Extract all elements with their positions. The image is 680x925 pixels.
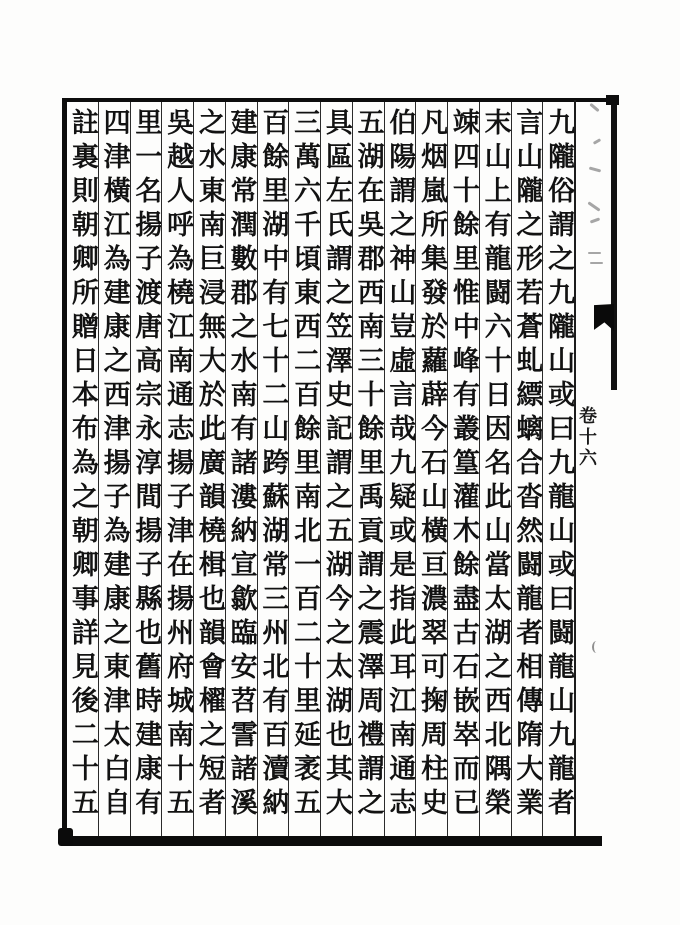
text-column [415,102,447,836]
worn-title-smudge [588,252,601,254]
text-column [542,102,574,836]
column-text: 吳越人呼為橈江南通志揚子津在揚州府城南十五 [162,108,194,822]
column-text: 五湖在吳郡西南三十餘里禹貢謂之震澤周禮謂之 [352,108,384,822]
text-column [511,102,543,836]
column-text: 末山上有龍闘六十日因名此山當太湖之西北隅榮 [479,108,511,822]
text-column [98,102,130,836]
column-text: 伯陽謂之神山豈虛言哉九疑或是指此耳江南通志 [384,108,416,822]
text-column [67,102,98,836]
text-block [67,102,574,836]
ink-blotch [606,95,619,105]
column-text: 三萬六千頃東西二百餘里南北一百二十里延袤五 [289,108,321,822]
column-text: 四津橫江為建康之西津揚子為建康之東津太白自 [98,108,130,822]
stray-ink-mark [592,641,601,653]
column-text: 言山隴之形若蒼虬縹螭合沓然闘龍者相傳隋大業 [511,108,543,822]
column-text: 之水東南巨浸無大於此廣韻橈楫也韻會櫂之短者 [193,108,225,822]
column-text: 具區左氏謂之笠澤史記謂之五湖今之太湖也其大 [320,108,352,822]
text-column [352,102,384,836]
text-column [225,102,257,836]
text-column [320,102,352,836]
text-column [257,102,289,836]
text-column [288,102,320,836]
column-text: 九隴俗謂之九隴山或曰九龍山或曰闘龍山九龍者 [543,108,575,822]
column-text: 里一名揚子渡唐高宗永淳間揚子縣也舊時建康有 [130,108,162,822]
text-column [384,102,416,836]
column-text: 凡烟嵐所集發於蘿薜今石山橫亘濃翠可掬周柱史 [416,108,448,822]
column-text: 百餘里湖中有七十二山跨蘇湖常三州北有百瀆納 [257,108,289,822]
volume-label: 卷十六 [576,406,597,469]
text-column [479,102,511,836]
text-column [130,102,162,836]
page-border-bottom [62,836,602,846]
text-column [161,102,193,836]
text-column [193,102,225,836]
worn-title-smudge [590,262,603,264]
column-text: 建康常潤數郡之水南有諸漊納宣歙臨安苕霅諸溪 [225,108,257,822]
column-text: 註裏則朝卿所贈日本布為之朝卿事詳見後二十五 [66,108,98,822]
column-text: 竦四十餘里惟中峰有叢篁灌木餘盡古石嵌崒而已 [447,108,479,822]
text-column [447,102,479,836]
page-border-right [611,98,617,390]
